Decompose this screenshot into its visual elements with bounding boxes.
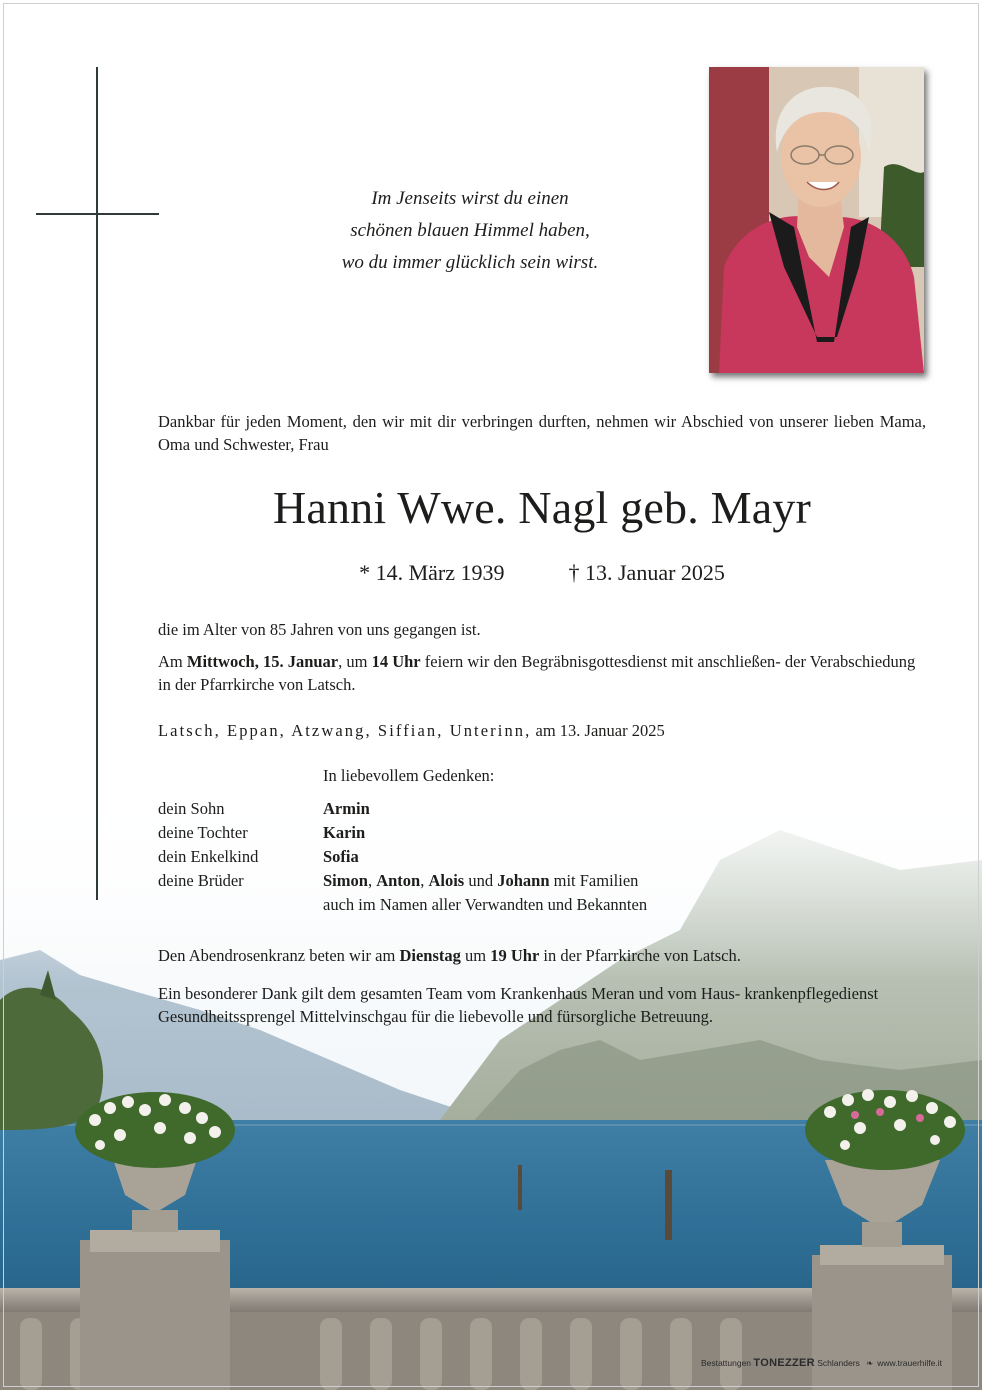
brothers-names [323,869,638,893]
mourner-relation: dein Enkelkind [158,847,259,866]
portrait-image [709,67,924,373]
intro-text: Dankbar für jeden Moment, den wir mit dir verbringen durften, nehmen wir Abschied von unserer lieben Mama, Oma und Schwester, Frau [158,412,926,454]
thanks-text: Ein besonderer Dank gilt dem gesamten Team vom Krankenhaus Meran und vom Haus- krankenpflegedienst Gesundheitssprengel Mittelvinschgau für die liebevolle und fürsorgliche Betreuung. [158,984,879,1026]
funeral-mid: , um [338,652,372,671]
rosary-time: 19 Uhr [490,946,540,965]
separator: und [464,871,498,890]
brother-name: Johann [497,871,550,890]
cross-symbol-vertical [96,67,98,900]
funeral-home-footer [701,1357,942,1369]
mourner-relation: deine Brüder [158,871,244,890]
funeral-home-name: TONEZZER [753,1357,815,1369]
places-and-date [158,719,665,742]
rosary-rest: in der Pfarrkirche von Latsch. [539,946,741,965]
footer-prefix: Bestattungen [700,1358,754,1368]
rosary-announcement [158,944,928,967]
separator: , [420,871,429,890]
dove-icon: ❧ [866,1358,874,1368]
separator: , [367,871,377,890]
brothers-tail: mit Familien [549,871,639,890]
funeral-time: 14 Uhr [371,652,421,671]
relatives-line: auch im Namen aller Verwandten und Bekannten [323,895,648,914]
mourner-name: Armin [323,799,370,818]
notice-date: am 13. Januar 2025 [531,721,665,740]
rosary-mid: um [460,946,491,965]
funeral-rest: feiern wir den Begräbnisgottesdienst mit anschließen- der Verabschiedung in der Pfarrkirche von Latsch. [158,652,916,694]
quote-line: schönen blauen Himmel haben, [350,220,590,241]
footer-website: www.trauerhilfe.it [877,1358,942,1368]
brother-name: Simon [323,871,368,890]
rosary-pre: Den Abendrosenkranz beten wir am [158,946,400,965]
life-dates [158,556,926,590]
deceased-name: Hanni Wwe. Nagl geb. Mayr [272,482,812,533]
mourner-name: Karin [323,823,366,842]
remembrance-heading: In liebevollem Gedenken: [323,766,495,785]
memorial-quote [270,183,670,279]
quote-line: wo du immer glücklich sein wirst. [341,252,599,273]
portrait-photo [709,67,924,373]
quote-line: Im Jenseits wirst du einen [371,188,569,209]
footer-place: Schlanders [814,1358,860,1368]
mourner-name: Sofia [323,847,359,866]
place-names: Latsch, Eppan, Atzwang, Siffian, Unterinn, [158,721,532,740]
birth-date: * 14. März 1939 [359,560,505,585]
mourner-relation: dein Sohn [158,799,225,818]
death-date: † 13. Januar 2025 [568,560,725,585]
brother-name: Anton [376,871,421,890]
funeral-announcement [158,650,928,696]
brother-name: Alois [428,871,465,890]
rosary-day: Dienstag [399,946,461,965]
cross-symbol-horizontal [36,213,159,215]
age-text: die im Alter von 85 Jahren von uns gegangen ist. [158,620,481,639]
mourner-relation: deine Tochter [158,823,248,842]
funeral-day: Mittwoch, 15. Januar [186,652,339,671]
funeral-pre: Am [158,652,187,671]
